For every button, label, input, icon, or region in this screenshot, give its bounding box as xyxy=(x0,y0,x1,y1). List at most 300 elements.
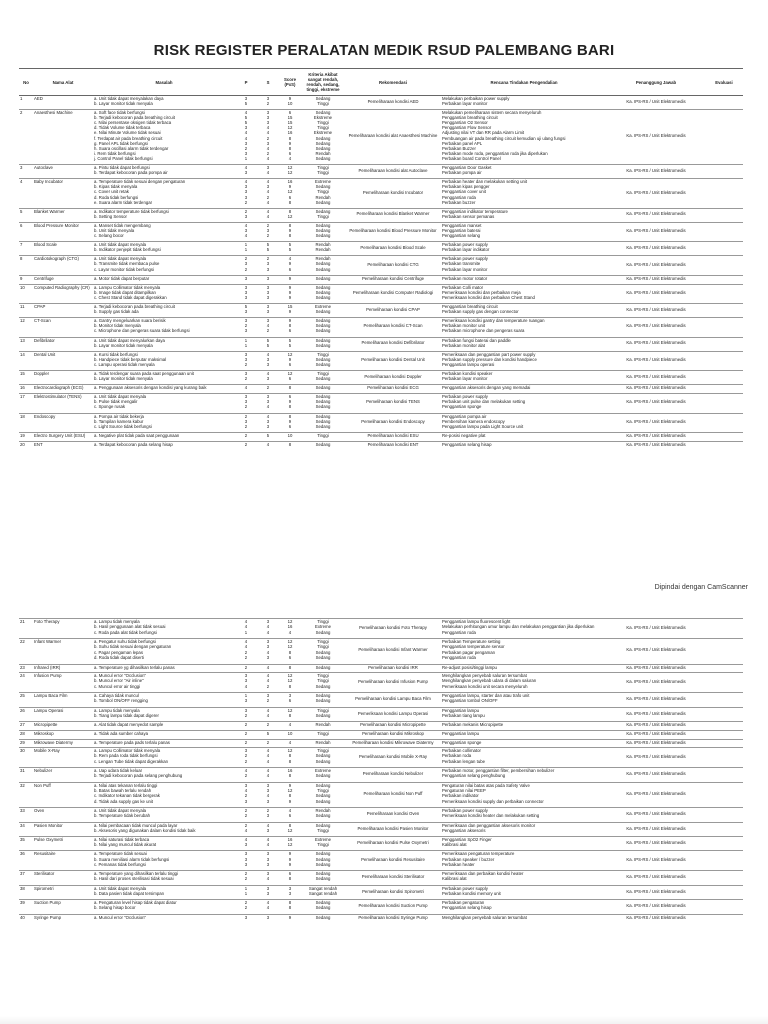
penanggung-jawab-cell: Ka. IPS-RS / Unit Elektromedis xyxy=(607,851,705,868)
kriteria-cell: Sedang xyxy=(301,822,345,828)
rencana-cell: Perbaikan sensor pemanas xyxy=(442,213,495,219)
p-cell: 3 xyxy=(244,698,248,704)
p-cell: 2 xyxy=(235,808,257,814)
s-cell: 4 xyxy=(266,773,270,779)
score-cell: 9 xyxy=(288,289,292,295)
score-cell: 16 xyxy=(279,179,301,185)
masalah-cell: a. Unit tidak dapat menyala xyxy=(93,256,235,262)
masalah-cell: c. Pagar pengaman lepas xyxy=(94,649,143,655)
rencana-cell: Perbaikan tiang lampu xyxy=(442,712,485,718)
item-name: Anaesthesi Machine xyxy=(33,110,93,161)
score-cell: 4 xyxy=(288,155,292,161)
score-cell: 15 xyxy=(287,115,293,121)
evaluasi-cell xyxy=(705,165,743,176)
rekomendasi-cell: Pemeliharaan kondisi TENS xyxy=(345,394,441,410)
evaluasi-cell xyxy=(705,871,743,882)
rekomendasi-cell: Pemeliharaan kondisi Infusion Pump xyxy=(345,673,441,690)
table-row xyxy=(19,275,743,281)
score-cell: 3 xyxy=(288,890,292,896)
rekomendasi-cell: Pemeliharaan kondisi Computer Radiologi xyxy=(345,284,441,300)
masalah-cell: b. Tampilan kamera kabur xyxy=(94,418,144,424)
s-cell: 4 xyxy=(257,707,279,713)
score-cell: 8 xyxy=(279,385,301,391)
p-cell: 2 xyxy=(244,773,248,779)
rencana-cell: Penggantian roda xyxy=(442,629,476,635)
p-cell: 3 xyxy=(244,842,248,848)
s-cell: 3 xyxy=(266,184,270,190)
kriteria-cell: Tinggi xyxy=(317,213,329,219)
kriteria-cell: Sangat rendah xyxy=(308,890,338,896)
p-cell: 3 xyxy=(244,418,248,424)
score-cell: 9 xyxy=(288,261,292,267)
masalah-cell: a. Temperature tidak sesuai dengan pengaturan xyxy=(93,179,235,185)
s-cell: 5 xyxy=(266,247,270,253)
penanggung-jawab-cell: Ka. IPS-RS / Unit Elektromedis xyxy=(607,782,705,804)
p-cell: 2 xyxy=(244,323,248,329)
s-cell: 3 xyxy=(266,890,270,896)
penanggung-jawab-cell: Ka. IPS-RS / Unit Elektromedis xyxy=(607,619,705,636)
s-cell: 4 xyxy=(257,371,279,377)
p-cell: 3 xyxy=(244,862,248,868)
rencana-cell: Perbaikan monitor unit xyxy=(442,323,485,329)
masalah-cell: a. Indikator temperature tidak berfungsi xyxy=(93,208,235,214)
penanggung-jawab-cell: Ka. IPS-RS / Unit Elektromedis xyxy=(607,304,705,315)
rencana-cell: Penggantian aksesoris dengan yang memadai xyxy=(441,385,607,391)
p-cell: 1 xyxy=(244,247,248,253)
table-row xyxy=(19,664,743,670)
kriteria-cell: Ekstreme xyxy=(313,115,333,121)
rencana-cell: Re-adjust posisi/tinggi lampu xyxy=(441,664,607,670)
score-cell: 10 xyxy=(287,101,293,106)
kriteria-cell: Tinggi xyxy=(301,748,345,754)
item-name: Nebulizer xyxy=(33,768,93,779)
penanggung-jawab-cell: Ka. IPS-RS / Unit Elektromedis xyxy=(607,110,705,161)
kriteria-cell: Tinggi xyxy=(317,644,329,650)
p-cell: 4 xyxy=(244,644,248,650)
evaluasi-cell xyxy=(705,337,743,348)
masalah-cell: b. Temperature tidak berubah xyxy=(94,813,151,819)
masalah-cell: a. Lampu Collimator tidak menyala xyxy=(93,748,235,754)
rencana-cell: Perbaikan collimator xyxy=(441,748,607,754)
group-spacer xyxy=(19,920,743,923)
kriteria-cell: Sedang xyxy=(315,261,331,267)
s-cell: 2 xyxy=(266,233,270,239)
masalah-cell: b. Supply gas tidak ada xyxy=(94,309,139,315)
rencana-cell: Penggantian baterai xyxy=(442,227,481,233)
penanggung-jawab-cell: Ka. IPS-RS / Unit Elektromedis xyxy=(607,885,705,896)
item-number: 40 xyxy=(19,914,33,920)
masalah-cell: c. Lengan Tube tidak dapat digerakkan xyxy=(94,759,169,765)
masalah-cell: b. Monitor tidak menyala xyxy=(94,323,141,329)
penanggung-jawab-cell: Ka. IPS-RS / Unit Elektromedis xyxy=(607,638,705,660)
rencana-cell: Perbaikan layar indikator xyxy=(442,247,490,253)
rencana-cell: Perbaikan unit pulse dan melakukan setting xyxy=(442,399,526,405)
p-cell: 3 xyxy=(235,707,257,713)
risk-register-table-page-1 xyxy=(19,68,743,451)
rencana-cell: Penggantian Flow Sensor xyxy=(442,125,492,131)
rencana-cell: Pembuangan air pada breathing circuit kemudian uji ulang fungsi xyxy=(442,135,566,141)
score-cell: 9 xyxy=(288,799,292,804)
rencana-cell: Penggantian sponge xyxy=(442,404,482,410)
header-p: P xyxy=(235,69,257,96)
kriteria-cell: Tinggi xyxy=(317,842,329,848)
score-cell: 12 xyxy=(279,638,301,644)
score-cell: 3 xyxy=(279,885,301,891)
s-cell: 4 xyxy=(266,793,270,799)
kriteria-cell: Sedang xyxy=(301,110,345,116)
penanggung-jawab-cell: Ka. IPS-RS / Unit Elektromedis xyxy=(607,242,705,253)
s-cell: 3 xyxy=(266,140,270,146)
score-cell: 12 xyxy=(287,644,293,650)
rencana-cell: Pemeriksaan kondisi unit secara menyeluruh xyxy=(442,684,528,689)
s-cell: 3 xyxy=(266,827,270,833)
score-cell: 6 xyxy=(279,110,301,116)
item-number: 16 xyxy=(19,385,33,391)
rekomendasi-cell: Pemeliharaan kondisi Foto Therapy xyxy=(345,619,441,636)
table-row xyxy=(19,739,743,745)
document-title: RISK REGISTER PERALATAN MEDIK RSUD PALEMBANG BARI xyxy=(153,42,615,59)
s-cell: 4 xyxy=(266,842,270,848)
item-number: 23 xyxy=(19,664,33,670)
item-number: 6 xyxy=(19,222,33,238)
table-row xyxy=(19,413,743,419)
item-number: 13 xyxy=(19,337,33,348)
score-cell: 12 xyxy=(287,787,293,793)
table-row xyxy=(19,822,743,828)
rencana-cell: Pemeriksaan kondisi dan perbaikan Chest Stand xyxy=(442,294,535,300)
kriteria-cell: Rendah xyxy=(315,150,331,156)
score-cell: 9 xyxy=(288,856,292,862)
rencana-cell: Perbaikan kondisi speaker xyxy=(441,371,607,377)
masalah-cell: b. Data pasien tidak dapat tersimpan xyxy=(94,890,164,896)
item-name: Syringe Pump xyxy=(33,914,93,920)
s-cell: 3 xyxy=(257,693,279,699)
rekomendasi-cell: Pemeliharaan kondisi Oven xyxy=(345,808,441,819)
score-cell: 12 xyxy=(279,351,301,357)
s-cell: 4 xyxy=(266,125,270,131)
p-cell: 2 xyxy=(244,423,248,429)
kriteria-cell: Tinggi xyxy=(317,170,329,176)
p-cell: 2 xyxy=(244,759,248,765)
s-cell: 4 xyxy=(257,413,279,419)
kriteria-cell: Tinggi xyxy=(301,165,345,171)
s-cell: 3 xyxy=(266,266,270,272)
kriteria-cell: Sedang xyxy=(315,399,331,405)
masalah-cell: d. Tidak ada supply gas ke unit xyxy=(94,799,154,804)
rekomendasi-cell: Pemeliharaan kondisi alat Anaesthesi Machine xyxy=(345,110,441,161)
kriteria-cell: Rendah xyxy=(301,739,345,745)
item-name: Electro Surgery Unit (ESU) xyxy=(33,432,93,438)
s-cell: 3 xyxy=(257,885,279,891)
s-cell: 3 xyxy=(257,304,279,310)
kriteria-cell: Rendah xyxy=(315,247,331,253)
p-cell: 2 xyxy=(235,900,257,906)
s-cell: 4 xyxy=(266,753,270,759)
s-cell: 2 xyxy=(257,256,279,262)
masalah-cell: b. Nilai yang muncul tidak akurat xyxy=(94,842,157,848)
kriteria-cell: Sedang xyxy=(315,753,331,759)
masalah-cell: d. Roda tidak berfungsi xyxy=(94,194,139,200)
s-cell: 4 xyxy=(257,748,279,754)
score-cell: 8 xyxy=(288,145,292,151)
evaluasi-cell xyxy=(705,208,743,219)
p-cell: 4 xyxy=(244,130,248,136)
score-cell: 9 xyxy=(288,184,292,190)
s-cell: 3 xyxy=(257,165,279,171)
score-cell: 16 xyxy=(279,768,301,774)
penanggung-jawab-cell: Ka. IPS-RS / Unit Elektromedis xyxy=(607,822,705,833)
kriteria-cell: Sedang xyxy=(315,629,331,635)
evaluasi-cell xyxy=(705,222,743,238)
masalah-cell: d. Tidak Volume tidak terbaca xyxy=(94,125,151,131)
kriteria-cell: Tinggi xyxy=(301,707,345,713)
table-row xyxy=(19,432,743,438)
s-cell: 4 xyxy=(266,678,270,684)
masalah-cell: a. Negative plat tidak pada saat penggunaan xyxy=(93,432,235,438)
rencana-cell: Perbaikan lengan tube xyxy=(442,759,486,765)
penanggung-jawab-cell: Ka. IPS-RS / Unit Elektromedis xyxy=(607,808,705,819)
score-cell: 8 xyxy=(288,753,292,759)
score-cell: 9 xyxy=(279,96,301,102)
p-cell: 4 xyxy=(235,110,257,116)
kriteria-cell: Tinggi xyxy=(301,351,345,357)
item-name: Spirometri xyxy=(33,885,93,896)
rencana-cell: Penggantian selang penghubung xyxy=(442,773,506,779)
item-number: 25 xyxy=(19,693,33,704)
rencana-cell: Pemeriksaan kondisi gantry dan temperature ruangan xyxy=(441,318,607,324)
s-cell: 3 xyxy=(266,418,270,424)
p-cell: 3 xyxy=(235,318,257,324)
item-name: Infrared (IRR) xyxy=(33,664,93,670)
masalah-cell: a. Temperature pada pads terlalu panas xyxy=(93,739,235,745)
item-number: 30 xyxy=(19,748,33,765)
kriteria-cell: Sedang xyxy=(301,664,345,670)
p-cell: 3 xyxy=(244,150,248,156)
p-cell: 2 xyxy=(244,793,248,799)
item-name: Cardiotokograph (CTG) xyxy=(33,256,93,272)
p-cell: 4 xyxy=(235,619,257,625)
score-cell: 12 xyxy=(287,213,293,219)
p-cell: 2 xyxy=(244,876,248,882)
rencana-cell: Penggantian lampu pada Light Source unit xyxy=(442,423,524,429)
s-cell: 4 xyxy=(257,768,279,774)
s-cell: 4 xyxy=(257,179,279,185)
masalah-cell: b. Layar monitor tidak menyala xyxy=(94,376,153,382)
penanggung-jawab-cell: Ka. IPS-RS / Unit Elektromedis xyxy=(607,284,705,300)
score-cell: 5 xyxy=(288,247,292,253)
rencana-cell: Perbaikan roda xyxy=(442,753,472,759)
masalah-cell: a. Terdapat kebocoran pada selang hisap xyxy=(93,441,235,447)
s-cell: 4 xyxy=(266,629,270,635)
s-cell: 4 xyxy=(257,900,279,906)
table-row xyxy=(19,851,743,857)
masalah-cell: a. Penggunaan aksesoris dengan kondisi yang kurang baik xyxy=(93,385,235,391)
penanggung-jawab-cell: Ka. IPS-RS / Unit Elektromedis xyxy=(607,739,705,745)
masalah-cell: c. Muncul error air tinggi xyxy=(94,684,141,689)
kriteria-cell: Ekstreme xyxy=(313,130,333,136)
item-name: Autoclave xyxy=(33,165,93,176)
item-name: Pulse Oxymetri xyxy=(33,837,93,848)
score-cell: 6 xyxy=(279,394,301,400)
rekomendasi-cell: Pemeliharaan kondisi CPAP xyxy=(345,304,441,315)
item-number: 14 xyxy=(19,351,33,367)
score-cell: 15 xyxy=(279,304,301,310)
p-cell: 2 xyxy=(235,730,257,736)
masalah-cell: a. Muncul error "Occlusion" xyxy=(93,673,235,679)
kriteria-cell: Tinggi xyxy=(301,619,345,625)
p-cell: 3 xyxy=(244,328,248,334)
p-cell: 4 xyxy=(235,385,257,391)
score-cell: 9 xyxy=(279,782,301,788)
kriteria-cell: Rendah xyxy=(301,242,345,248)
s-cell: 5 xyxy=(257,730,279,736)
rekomendasi-cell: Pemeliharaan kondisi Sterilisator xyxy=(345,871,441,882)
p-cell: 3 xyxy=(244,194,248,200)
masalah-cell: a. Unit tidak dapat menyalurkan daya xyxy=(93,337,235,343)
rencana-cell: Penggantian lampu, starter dan atau trafo unit xyxy=(441,693,607,699)
score-cell: 4 xyxy=(279,808,301,814)
p-cell: 3 xyxy=(235,914,257,920)
masalah-cell: a. Lampu Collimator tidak menyala xyxy=(93,284,235,290)
kriteria-cell: Sedang xyxy=(315,323,331,329)
s-cell: 3 xyxy=(266,356,270,362)
score-cell: 9 xyxy=(288,399,292,405)
score-cell: 15 xyxy=(287,120,293,126)
s-cell: 3 xyxy=(257,284,279,290)
evaluasi-cell xyxy=(705,837,743,848)
s-cell: 5 xyxy=(257,432,279,438)
masalah-cell: b. Hasil penggunaan alat tidak sesuai xyxy=(94,624,166,630)
masalah-cell: a. Unit tidak dapat menyala xyxy=(93,885,235,891)
item-name: AED xyxy=(33,96,93,107)
header-nama-alat: Nama Alat xyxy=(33,69,93,96)
rencana-cell: Penggantian tombol ON/OFF xyxy=(442,698,498,704)
kriteria-cell: Sedang xyxy=(315,294,331,300)
rencana-cell: Perbaikan supply pressure dan kondisi handpiece xyxy=(442,356,537,362)
masalah-cell: c. Cover unit retak xyxy=(94,189,129,195)
kriteria-cell: Sedang xyxy=(315,856,331,862)
penanggung-jawab-cell: Ka. IPS-RS / Unit Elektromedis xyxy=(607,385,705,391)
s-cell: 3 xyxy=(266,309,270,315)
score-cell: 8 xyxy=(288,323,292,329)
p-cell: 1 xyxy=(235,337,257,343)
rencana-cell: Menghilangkan penyebab udara di dalam saluran xyxy=(442,678,537,684)
rekomendasi-cell: Pemeriksaan kondisi Lampu Operasi xyxy=(345,707,441,718)
kriteria-cell: Tinggi xyxy=(301,638,345,644)
s-cell: 3 xyxy=(266,227,270,233)
score-cell: 9 xyxy=(288,309,292,315)
score-cell: 8 xyxy=(288,793,292,799)
s-cell: 4 xyxy=(257,837,279,843)
item-name: Resusitaire xyxy=(33,851,93,868)
header-no: No xyxy=(19,69,33,96)
rencana-cell: Perbaikan mekanis Micropipette xyxy=(441,722,607,728)
rencana-cell: Penggantian SpO2 Finger xyxy=(441,837,607,843)
penanggung-jawab-cell: Ka. IPS-RS / Unit Elektromedis xyxy=(607,256,705,272)
p-cell: 3 xyxy=(244,289,248,295)
item-number: 29 xyxy=(19,739,33,745)
item-name: Pasien Monitor xyxy=(33,822,93,833)
rekomendasi-cell: Pemeliharaan kondisi Mikroskop xyxy=(345,730,441,736)
kriteria-cell: Sedang xyxy=(315,759,331,765)
evaluasi-cell xyxy=(705,394,743,410)
spacer-cell xyxy=(19,447,743,451)
rencana-cell: Pemeriksaan dan penggantian part power supply xyxy=(441,351,607,357)
p-cell: 3 xyxy=(235,394,257,400)
score-cell: 8 xyxy=(288,404,292,410)
s-cell: 4 xyxy=(266,323,270,329)
s-cell: 2 xyxy=(266,101,270,106)
masalah-cell: a. Temperature tidak sesuai xyxy=(93,851,235,857)
masalah-cell: b. Suara meniliasi alarm tidak berfungsi xyxy=(94,856,170,862)
score-cell: 6 xyxy=(288,328,292,334)
rekomendasi-cell: Pemeliharaan kondisi Blood Scale xyxy=(345,242,441,253)
item-number: 33 xyxy=(19,808,33,819)
header-penanggung-jawab: Penanggung Jawab xyxy=(607,69,705,96)
header-rekomendasi: Rekomendasi xyxy=(345,69,441,96)
kriteria-cell: Tinggi xyxy=(317,189,329,195)
rencana-cell: Penggantian lampu xyxy=(441,707,607,713)
rekomendasi-cell: Pemeliharaan kondisi Blanket Warmer xyxy=(345,208,441,219)
p-cell: 4 xyxy=(244,233,248,239)
scanner-watermark: Dipindai dengan CamScanner xyxy=(654,584,748,591)
evaluasi-cell xyxy=(705,413,743,429)
item-name: Blood Pressure Monitor xyxy=(33,222,93,238)
rencana-cell: Perbaikan panel APL xyxy=(442,140,483,146)
s-cell: 4 xyxy=(257,441,279,447)
p-cell: 1 xyxy=(244,342,248,348)
p-cell: 1 xyxy=(244,629,248,635)
rencana-cell: Perbaikan monitor alat xyxy=(442,342,485,348)
rekomendasi-cell: Pemeliharaan kondisi Infant Warmer xyxy=(345,638,441,660)
masalah-cell: c. Microphone dan pengeras suara tidak berfungsi xyxy=(94,328,190,334)
item-name: Oven xyxy=(33,808,93,819)
score-cell: 6 xyxy=(288,194,292,200)
kriteria-cell: Sedang xyxy=(315,649,331,655)
rencana-cell: Perbaikan pengaturan xyxy=(441,900,607,906)
p-cell: 4 xyxy=(244,787,248,793)
score-cell: 12 xyxy=(279,673,301,679)
masalah-cell: b. Layar monitor tidak menyala xyxy=(94,101,153,106)
kriteria-cell: Extreme xyxy=(315,624,331,630)
p-cell: 2 xyxy=(235,208,257,214)
rekomendasi-cell: Pemeliharaan kondisi Incubator xyxy=(345,179,441,205)
score-cell: 12 xyxy=(287,125,293,131)
s-cell: 3 xyxy=(257,318,279,324)
p-cell: 3 xyxy=(244,399,248,405)
table-row xyxy=(19,351,743,357)
item-name: CPAP xyxy=(33,304,93,315)
item-number: 35 xyxy=(19,837,33,848)
rencana-cell: Perbaikan supply gas dengan connector xyxy=(442,309,519,315)
p-cell: 2 xyxy=(244,905,248,911)
p-cell: 2 xyxy=(235,413,257,419)
rencana-cell: Penggantian breathing circuit xyxy=(441,304,607,310)
rencana-cell: Perbaikan kondisi memory unit xyxy=(442,890,501,896)
kriteria-cell: Sedang xyxy=(301,413,345,419)
kriteria-cell: Sedang xyxy=(315,684,331,689)
penanggung-jawab-cell: Ka. IPS-RS / Unit Elektromedis xyxy=(607,730,705,736)
masalah-cell: c. Indikator tekanan tidak bergerak xyxy=(94,793,160,799)
p-cell: 3 xyxy=(244,294,248,300)
kriteria-cell: Rendah xyxy=(301,722,345,728)
kriteria-cell: Extreme xyxy=(301,768,345,774)
s-cell: 3 xyxy=(257,394,279,400)
score-cell: 9 xyxy=(279,914,301,920)
score-cell: 10 xyxy=(279,730,301,736)
masalah-cell: a. Unit tidak dapat menyalakan daya xyxy=(93,96,235,102)
rekomendasi-cell: Pemeliharaan kondisi Syringe Pump xyxy=(345,914,441,920)
